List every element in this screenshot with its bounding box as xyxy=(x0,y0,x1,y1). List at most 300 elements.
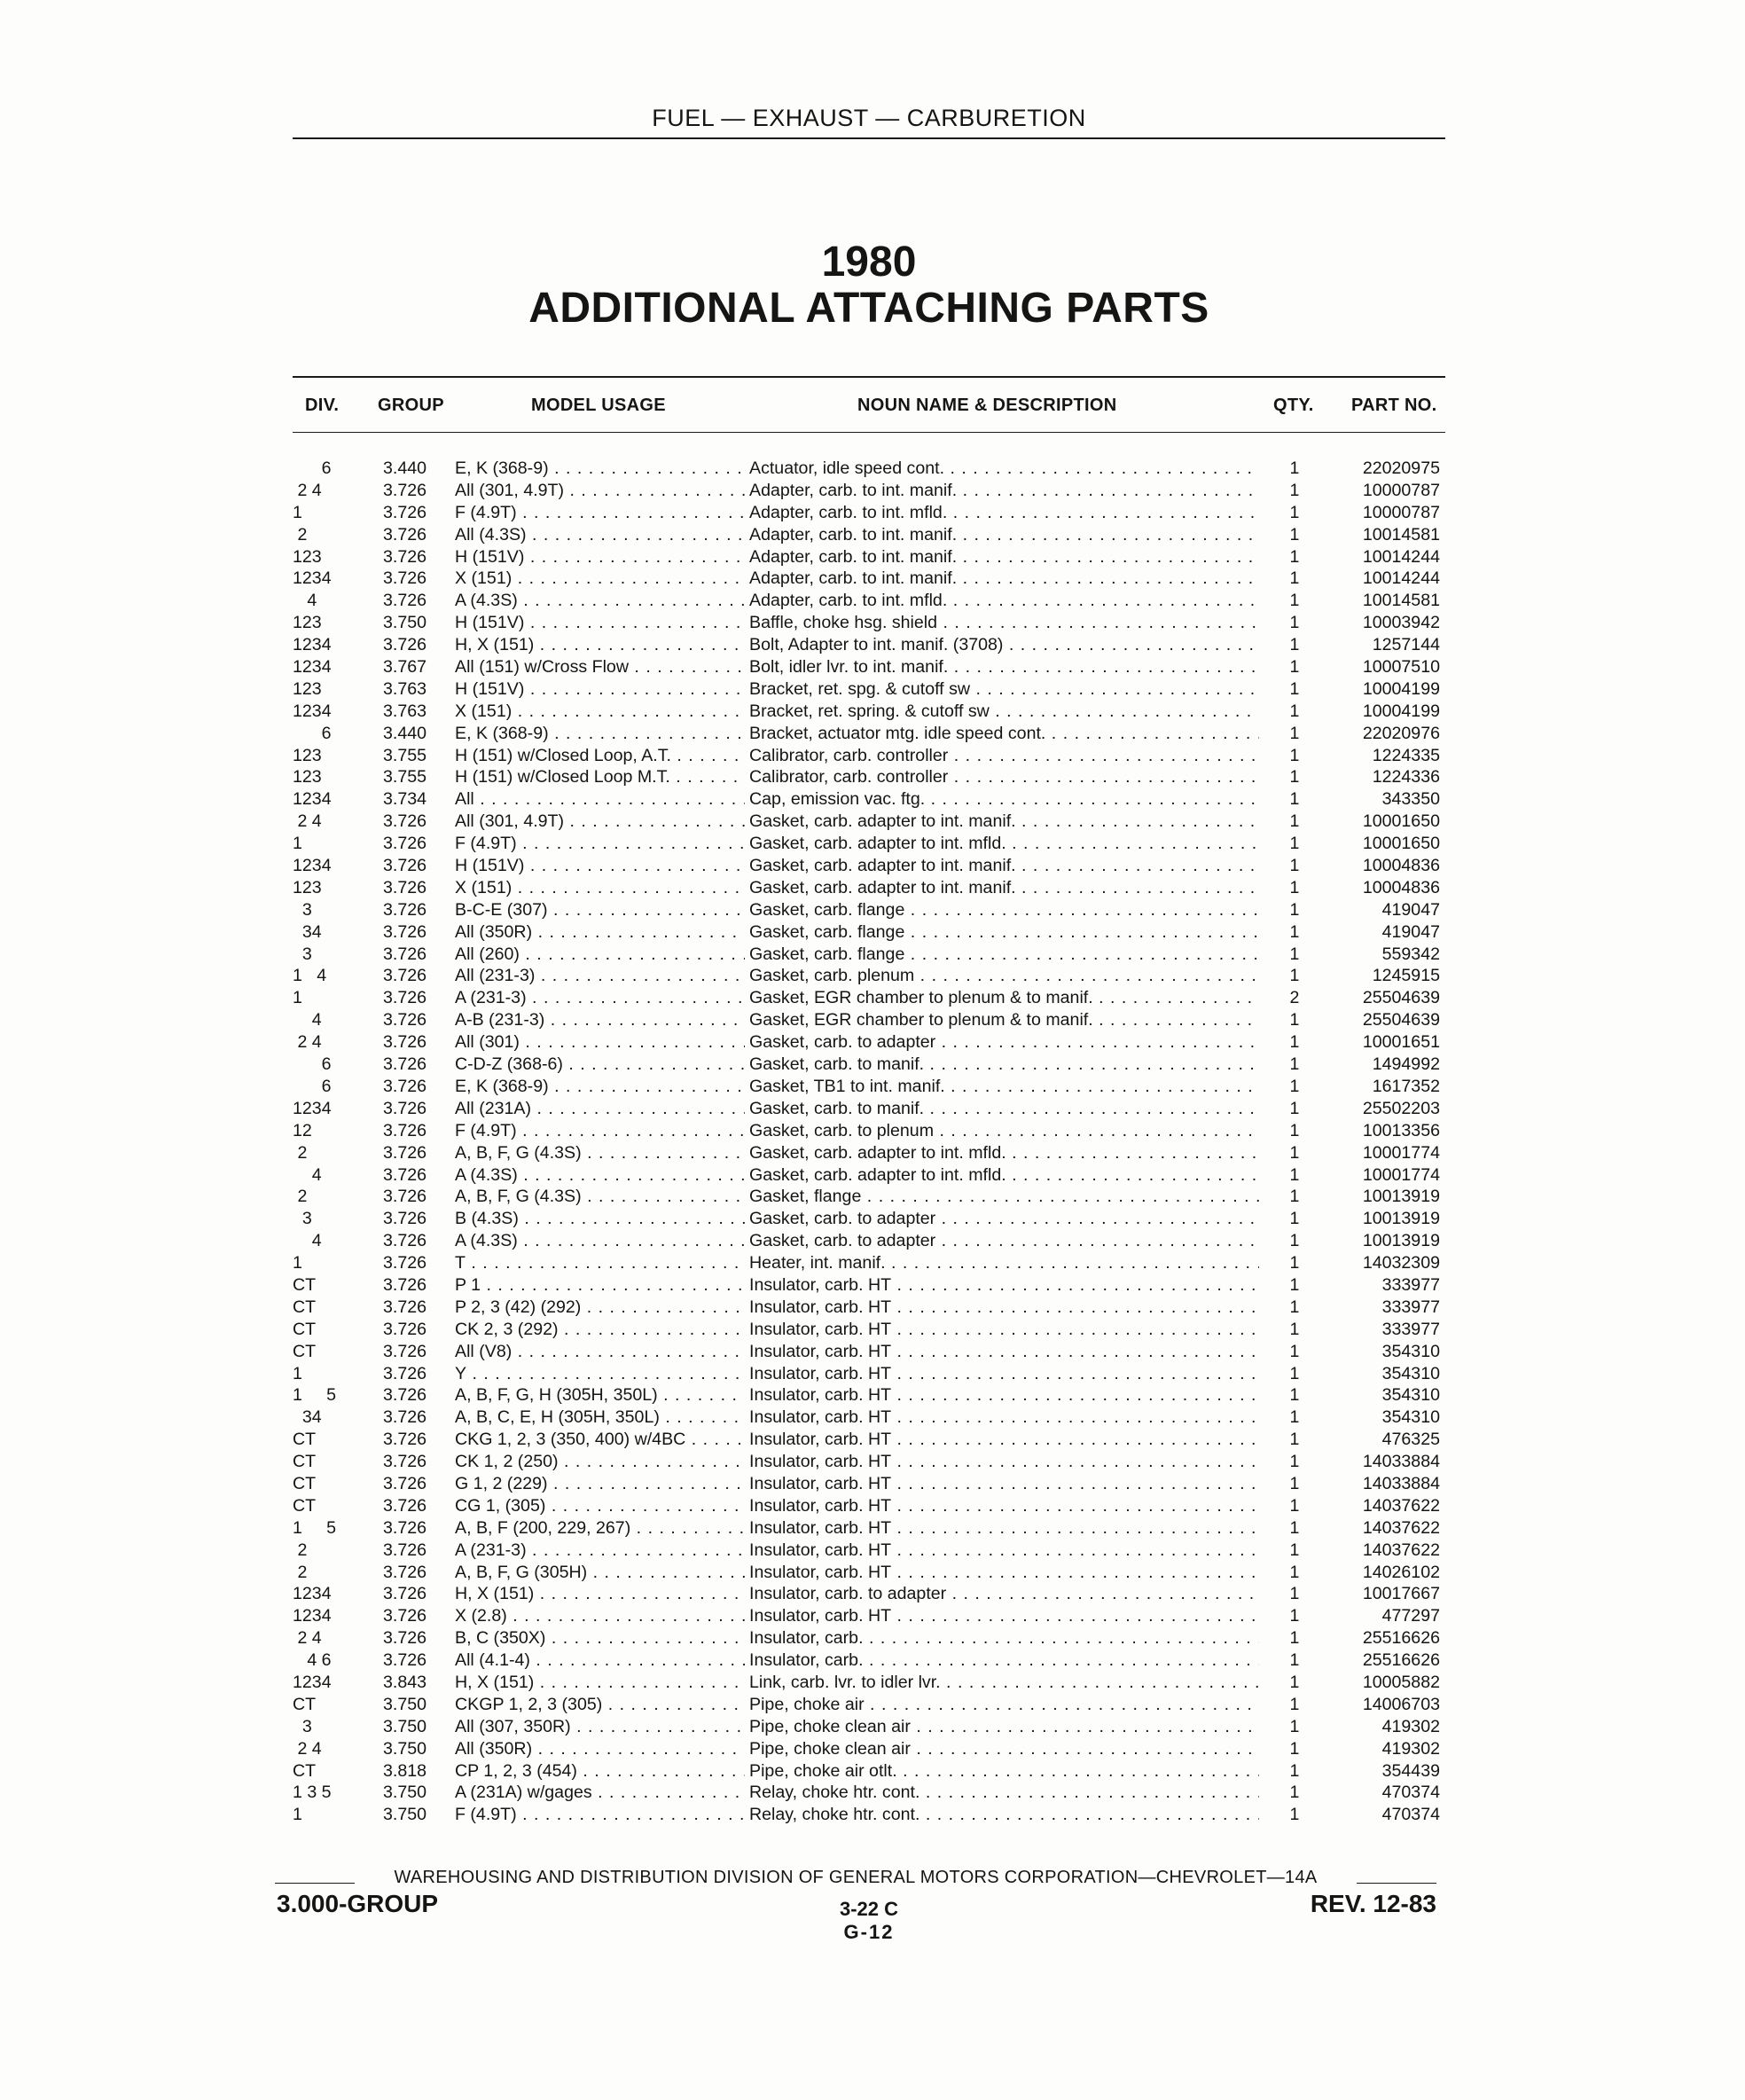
model-usage-cell-text: All (231A) . . . xyxy=(455,1099,745,1118)
table-row xyxy=(0,1120,1745,1142)
model-usage-cell xyxy=(455,612,745,634)
group-cell: 3.726 xyxy=(383,899,427,920)
noun-name-cell xyxy=(749,1230,1259,1252)
page-year: 1980 xyxy=(821,239,917,286)
part-no-cell: 419302 xyxy=(1381,1738,1440,1759)
model-usage-cell xyxy=(455,1186,745,1208)
qty-cell: 1 xyxy=(1289,1562,1300,1582)
div-cell: 34 xyxy=(293,1407,322,1428)
noun-name-cell xyxy=(749,766,1259,788)
col-header-part-no: PART NO. xyxy=(1351,396,1437,415)
part-no-cell: 470374 xyxy=(1381,1783,1440,1803)
part-no-cell: 10004836 xyxy=(1362,856,1440,876)
model-usage-cell-text: A, B, C, E, H (305H, 350L) . . . xyxy=(455,1407,745,1427)
group-cell: 3.726 xyxy=(383,1297,427,1317)
group-cell: 3.726 xyxy=(383,921,427,942)
part-no-cell: 10000787 xyxy=(1362,502,1440,522)
table-row xyxy=(0,1804,1745,1826)
noun-name-cell xyxy=(749,546,1259,568)
noun-name-cell xyxy=(749,1583,1259,1605)
noun-name-cell xyxy=(749,1319,1259,1341)
model-usage-cell xyxy=(455,1804,745,1826)
div-cell: 2 4 xyxy=(293,1628,322,1649)
model-usage-cell xyxy=(455,1694,745,1716)
noun-name-cell-text: Insulator, carb. HT . . . xyxy=(749,1385,1259,1405)
model-usage-cell-text: All (301, 4.9T) . . . xyxy=(455,811,745,831)
group-cell: 3.726 xyxy=(383,1562,427,1582)
qty-cell: 1 xyxy=(1289,1385,1300,1406)
noun-name-cell xyxy=(749,1407,1259,1429)
qty-cell: 1 xyxy=(1289,1253,1300,1273)
noun-name-cell-text: Insulator, carb. HT . . . xyxy=(749,1563,1259,1582)
qty-cell: 1 xyxy=(1289,856,1300,876)
table-row xyxy=(0,855,1745,877)
noun-name-cell xyxy=(749,1164,1259,1187)
table-row xyxy=(0,1208,1745,1230)
noun-name-cell xyxy=(749,1076,1259,1098)
noun-name-cell-text: Cap, emission vac. ftg. . . . xyxy=(749,789,1259,809)
noun-name-cell-text: Gasket, carb. flange . . . xyxy=(749,944,1259,964)
model-usage-cell xyxy=(455,1782,745,1804)
col-header-qty: QTY. xyxy=(1273,396,1314,415)
noun-name-cell-text: Gasket, carb. adapter to int. mfld. . . . xyxy=(749,834,1259,853)
div-cell: 3 xyxy=(293,1716,312,1736)
model-usage-cell-text: F (4.9T) . . . xyxy=(455,1121,745,1140)
div-cell: 3 xyxy=(293,899,312,920)
noun-name-cell-text: Bracket, ret. spg. & cutoff sw . . . xyxy=(749,679,1259,699)
model-usage-cell xyxy=(455,1076,745,1098)
qty-cell: 1 xyxy=(1289,1319,1300,1339)
part-no-cell: 10005882 xyxy=(1362,1672,1440,1692)
noun-name-cell-text: Gasket, carb. to manif. . . . xyxy=(749,1054,1259,1074)
model-usage-cell xyxy=(455,1451,745,1473)
table-row xyxy=(0,1782,1745,1804)
noun-name-cell xyxy=(749,1142,1259,1164)
model-usage-cell xyxy=(455,590,745,612)
model-usage-cell-text: CK 1, 2 (250) . . . xyxy=(455,1452,745,1471)
qty-cell: 1 xyxy=(1289,1606,1300,1626)
group-cell: 3.726 xyxy=(383,988,427,1008)
part-no-cell: 1224336 xyxy=(1372,767,1440,788)
part-no-cell: 10001774 xyxy=(1362,1164,1440,1185)
group-cell: 3.726 xyxy=(383,1231,427,1251)
model-usage-cell-text: All (307, 350R) . . . xyxy=(455,1717,745,1736)
div-cell: 6 xyxy=(293,1054,332,1075)
qty-cell: 1 xyxy=(1289,1738,1300,1759)
part-no-cell: 14033884 xyxy=(1362,1452,1440,1472)
qty-cell: 1 xyxy=(1289,1716,1300,1736)
model-usage-cell-text: P 2, 3 (42) (292) . . . xyxy=(455,1297,745,1317)
group-cell: 3.726 xyxy=(383,1010,427,1030)
model-usage-cell-text: A (4.3S) . . . xyxy=(455,591,745,610)
div-cell: 1 3 5 xyxy=(293,1783,332,1803)
noun-name-cell-text: Adapter, carb. to int. manif. . . . xyxy=(749,525,1259,545)
model-usage-cell-text: C-D-Z (368-6) . . . xyxy=(455,1054,745,1074)
part-no-cell: 10001774 xyxy=(1362,1142,1440,1163)
noun-name-cell-text: Gasket, carb. to adapter . . . xyxy=(749,1231,1259,1250)
part-no-cell: 354310 xyxy=(1381,1407,1440,1428)
group-cell: 3.440 xyxy=(383,723,427,743)
group-cell: 3.726 xyxy=(383,1584,427,1604)
table-row xyxy=(0,568,1745,590)
col-header-div: DIV. xyxy=(305,396,340,415)
noun-name-cell xyxy=(749,612,1259,634)
part-no-cell: 25504639 xyxy=(1362,988,1440,1008)
model-usage-cell-text: H, X (151) . . . xyxy=(455,1584,745,1603)
div-cell: 1 xyxy=(293,1805,302,1825)
div-cell: 1234 xyxy=(293,1606,332,1626)
noun-name-cell xyxy=(749,1716,1259,1738)
part-no-cell: 10014244 xyxy=(1362,546,1440,567)
model-usage-cell-text: CKGP 1, 2, 3 (305) . . . xyxy=(455,1695,745,1714)
model-usage-cell-text: X (151) . . . xyxy=(455,701,745,721)
qty-cell: 1 xyxy=(1289,877,1300,897)
div-cell: CT xyxy=(293,1452,317,1472)
div-cell: 12 xyxy=(293,1120,312,1140)
div-cell: CT xyxy=(293,1495,317,1516)
noun-name-cell-text: Insulator, carb. HT . . . xyxy=(749,1540,1259,1560)
qty-cell: 1 xyxy=(1289,1120,1300,1140)
noun-name-cell xyxy=(749,1009,1259,1031)
table-row xyxy=(0,1098,1745,1120)
div-cell: 4 xyxy=(293,1231,322,1251)
noun-name-cell xyxy=(749,987,1259,1009)
part-no-cell: 14033884 xyxy=(1362,1473,1440,1493)
table-row xyxy=(0,1672,1745,1694)
model-usage-cell-text: All (231-3) . . . xyxy=(455,966,745,985)
noun-name-cell-text: Insulator, carb. HT . . . xyxy=(749,1407,1259,1427)
qty-cell: 1 xyxy=(1289,480,1300,500)
table-row xyxy=(0,1142,1745,1164)
div-cell: CT xyxy=(293,1760,317,1781)
model-usage-cell-text: A, B, F, G (305H) . . . xyxy=(455,1563,745,1582)
qty-cell: 1 xyxy=(1289,1187,1300,1207)
model-usage-cell-text: CP 1, 2, 3 (454) . . . xyxy=(455,1761,745,1781)
top-rule xyxy=(293,137,1445,139)
group-cell: 3.726 xyxy=(383,1187,427,1207)
model-usage-cell-text: F (4.9T) . . . xyxy=(455,503,745,522)
noun-name-cell xyxy=(749,1495,1259,1517)
model-usage-cell xyxy=(455,1495,745,1517)
div-cell: 2 xyxy=(293,1562,308,1582)
part-no-cell: 25516626 xyxy=(1362,1628,1440,1649)
noun-name-cell-text: Insulator, carb. HT . . . xyxy=(749,1275,1259,1295)
model-usage-cell-text: H (151V) . . . xyxy=(455,613,745,632)
model-usage-cell-text: F (4.9T) . . . xyxy=(455,834,745,853)
group-cell: 3.726 xyxy=(383,1120,427,1140)
table-row xyxy=(0,1031,1745,1054)
part-no-cell: 1224335 xyxy=(1372,745,1440,765)
model-usage-cell-text: All (4.1-4) . . . xyxy=(455,1650,745,1670)
model-usage-cell-text: B-C-E (307) . . . xyxy=(455,900,745,920)
group-cell: 3.750 xyxy=(383,1738,427,1759)
model-usage-cell xyxy=(455,480,745,502)
table-row xyxy=(0,1274,1745,1297)
div-cell: 1 xyxy=(293,1253,302,1273)
table-row xyxy=(0,965,1745,987)
div-cell: 2 4 xyxy=(293,1032,322,1053)
part-no-cell: 10017667 xyxy=(1362,1584,1440,1604)
table-row xyxy=(0,1451,1745,1473)
div-cell: CT xyxy=(293,1430,317,1450)
model-usage-cell-text: All (350R) . . . xyxy=(455,922,745,942)
qty-cell: 1 xyxy=(1289,1274,1300,1295)
part-no-cell: 477297 xyxy=(1381,1606,1440,1626)
group-cell: 3.726 xyxy=(383,1253,427,1273)
div-cell: CT xyxy=(293,1341,317,1361)
footer-page-number: 3-22 C xyxy=(839,1898,899,1920)
table-row xyxy=(0,524,1745,546)
group-cell: 3.726 xyxy=(383,1452,427,1472)
page-title: ADDITIONAL ATTACHING PARTS xyxy=(528,285,1209,332)
model-usage-cell-text: P 1 . . . xyxy=(455,1275,745,1295)
model-usage-cell-text: A (4.3S) . . . xyxy=(455,1231,745,1250)
table-row xyxy=(0,1230,1745,1252)
table-header-rule xyxy=(293,432,1445,433)
noun-name-cell-text: Bracket, ret. spring. & cutoff sw . . . xyxy=(749,701,1259,721)
qty-cell: 2 xyxy=(1289,988,1300,1008)
qty-cell: 1 xyxy=(1289,1628,1300,1649)
part-no-cell: 10013919 xyxy=(1362,1231,1440,1251)
model-usage-cell xyxy=(455,1009,745,1031)
table-row xyxy=(0,1495,1745,1517)
model-usage-cell xyxy=(455,1297,745,1319)
model-usage-cell-text: B (4.3S) . . . xyxy=(455,1209,745,1228)
model-usage-cell xyxy=(455,1164,745,1187)
part-no-cell: 14037622 xyxy=(1362,1495,1440,1516)
group-cell: 3.726 xyxy=(383,546,427,567)
qty-cell: 1 xyxy=(1289,1672,1300,1692)
footer-page-code: G-12 xyxy=(843,1921,895,1943)
part-no-cell: 333977 xyxy=(1381,1274,1440,1295)
table-row xyxy=(0,723,1745,745)
part-no-cell: 354439 xyxy=(1381,1760,1440,1781)
qty-cell: 1 xyxy=(1289,1783,1300,1803)
noun-name-cell-text: Gasket, carb. to manif. . . . xyxy=(749,1099,1259,1118)
noun-name-cell xyxy=(749,1341,1259,1363)
noun-name-cell-text: Bolt, idler lvr. to int. manif. . . . xyxy=(749,657,1259,677)
running-head: FUEL — EXHAUST — CARBURETION xyxy=(652,105,1086,131)
noun-name-cell-text: Pipe, choke clean air . . . xyxy=(749,1739,1259,1759)
noun-name-cell-text: Gasket, carb. plenum . . . xyxy=(749,966,1259,985)
div-cell: 3 xyxy=(293,1209,312,1229)
model-usage-cell xyxy=(455,656,745,678)
table-row xyxy=(0,1605,1745,1627)
noun-name-cell-text: Baffle, choke hsg. shield . . . xyxy=(749,613,1259,632)
div-cell: 4 xyxy=(293,591,317,611)
qty-cell: 1 xyxy=(1289,1142,1300,1163)
model-usage-cell xyxy=(455,1054,745,1076)
footer-rule-left xyxy=(275,1883,355,1884)
noun-name-cell-text: Gasket, carb. adapter to int. manif. . . . xyxy=(749,811,1259,831)
table-row xyxy=(0,502,1745,524)
group-cell: 3.726 xyxy=(383,1385,427,1406)
noun-name-cell xyxy=(749,877,1259,899)
part-no-cell: 333977 xyxy=(1381,1319,1440,1339)
group-cell: 3.750 xyxy=(383,1783,427,1803)
group-cell: 3.726 xyxy=(383,1142,427,1163)
table-row xyxy=(0,944,1745,966)
model-usage-cell xyxy=(455,568,745,590)
noun-name-cell xyxy=(749,1540,1259,1562)
table-row xyxy=(0,1164,1745,1187)
div-cell: 1 4 xyxy=(293,966,327,986)
footer-rule-right xyxy=(1357,1883,1436,1884)
group-cell: 3.726 xyxy=(383,1209,427,1229)
noun-name-cell xyxy=(749,1760,1259,1783)
table-row xyxy=(0,656,1745,678)
model-usage-cell-text: H (151) w/Closed Loop M.T. . . . xyxy=(455,767,745,787)
table-row xyxy=(0,1297,1745,1319)
model-usage-cell-text: Y . . . xyxy=(455,1364,745,1383)
part-no-cell: 10014581 xyxy=(1362,524,1440,545)
model-usage-cell xyxy=(455,1627,745,1649)
noun-name-cell-text: Pipe, choke clean air . . . xyxy=(749,1717,1259,1736)
table-row xyxy=(0,811,1745,833)
div-cell: 3 xyxy=(293,944,312,964)
model-usage-cell xyxy=(455,811,745,833)
div-cell: 4 6 xyxy=(293,1650,332,1671)
part-no-cell: 333977 xyxy=(1381,1297,1440,1317)
model-usage-cell xyxy=(455,1274,745,1297)
qty-cell: 1 xyxy=(1289,1010,1300,1030)
noun-name-cell xyxy=(749,745,1259,767)
noun-name-cell-text: Insulator, carb. HT . . . xyxy=(749,1342,1259,1361)
table-row xyxy=(0,1186,1745,1208)
table-row xyxy=(0,788,1745,811)
model-usage-cell xyxy=(455,678,745,701)
model-usage-cell xyxy=(455,1583,745,1605)
part-no-cell: 559342 xyxy=(1381,944,1440,964)
div-cell: 123 xyxy=(293,745,322,765)
noun-name-cell-text: Adapter, carb. to int. manif. . . . xyxy=(749,547,1259,567)
part-no-cell: 10004836 xyxy=(1362,877,1440,897)
model-usage-cell xyxy=(455,1672,745,1694)
model-usage-cell xyxy=(455,1760,745,1783)
part-no-cell: 354310 xyxy=(1381,1363,1440,1383)
model-usage-cell-text: H (151V) . . . xyxy=(455,547,745,567)
model-usage-cell xyxy=(455,965,745,987)
qty-cell: 1 xyxy=(1289,613,1300,633)
model-usage-cell xyxy=(455,458,745,480)
noun-name-cell-text: Gasket, carb. flange . . . xyxy=(749,922,1259,942)
noun-name-cell-text: Insulator, carb. to adapter . . . xyxy=(749,1584,1259,1603)
model-usage-cell xyxy=(455,546,745,568)
table-row xyxy=(0,899,1745,921)
noun-name-cell xyxy=(749,656,1259,678)
part-no-cell: 14026102 xyxy=(1362,1562,1440,1582)
model-usage-cell xyxy=(455,1738,745,1760)
noun-name-cell-text: Gasket, TB1 to int. manif. . . . xyxy=(749,1077,1259,1096)
noun-name-cell xyxy=(749,568,1259,590)
model-usage-cell-text: All (350R) . . . xyxy=(455,1739,745,1759)
div-cell: 2 xyxy=(293,1540,308,1560)
col-header-noun-name: NOUN NAME & DESCRIPTION xyxy=(857,396,1117,415)
noun-name-cell-text: Relay, choke htr. cont. . . . xyxy=(749,1783,1259,1802)
part-no-cell: 1245915 xyxy=(1372,966,1440,986)
qty-cell: 1 xyxy=(1289,1341,1300,1361)
noun-name-cell xyxy=(749,1054,1259,1076)
model-usage-cell xyxy=(455,1605,745,1627)
table-row xyxy=(0,678,1745,701)
table-row xyxy=(0,1384,1745,1407)
model-usage-cell-text: H, X (151) . . . xyxy=(455,1673,745,1692)
div-cell: 1234 xyxy=(293,701,332,721)
qty-cell: 1 xyxy=(1289,1164,1300,1185)
table-row xyxy=(0,1716,1745,1738)
part-no-cell: 1617352 xyxy=(1372,1076,1440,1096)
qty-cell: 1 xyxy=(1289,591,1300,611)
qty-cell: 1 xyxy=(1289,966,1300,986)
group-cell: 3.763 xyxy=(383,701,427,721)
col-header-model-usage: MODEL USAGE xyxy=(531,396,666,415)
noun-name-cell xyxy=(749,678,1259,701)
div-cell: 1234 xyxy=(293,1672,332,1692)
group-cell: 3.750 xyxy=(383,1694,427,1714)
qty-cell: 1 xyxy=(1289,546,1300,567)
div-cell: 2 4 xyxy=(293,480,322,500)
model-usage-cell-text: G 1, 2 (229) . . . xyxy=(455,1474,745,1493)
table-row xyxy=(0,1540,1745,1562)
footer-revision: REV. 12-83 xyxy=(1310,1890,1436,1917)
noun-name-cell-text: Insulator, carb. HT . . . xyxy=(749,1320,1259,1339)
group-cell: 3.750 xyxy=(383,1805,427,1825)
model-usage-cell-text: H (151) w/Closed Loop, A.T. . . . xyxy=(455,746,745,765)
group-cell: 3.726 xyxy=(383,1650,427,1671)
group-cell: 3.726 xyxy=(383,811,427,832)
table-row xyxy=(0,921,1745,944)
qty-cell: 1 xyxy=(1289,1540,1300,1560)
part-no-cell: 10003942 xyxy=(1362,613,1440,633)
group-cell: 3.726 xyxy=(383,944,427,964)
div-cell: 123 xyxy=(293,877,322,897)
qty-cell: 1 xyxy=(1289,1473,1300,1493)
noun-name-cell xyxy=(749,1672,1259,1694)
table-row xyxy=(0,480,1745,502)
div-cell: 6 xyxy=(293,458,332,478)
footer-group: 3.000-GROUP xyxy=(277,1890,439,1917)
table-row xyxy=(0,1407,1745,1429)
model-usage-cell-text: CK 2, 3 (292) . . . xyxy=(455,1320,745,1339)
table-row xyxy=(0,612,1745,634)
div-cell: 2 xyxy=(293,1142,308,1163)
noun-name-cell-text: Adapter, carb. to int. manif. . . . xyxy=(749,481,1259,500)
div-cell: CT xyxy=(293,1274,317,1295)
noun-name-cell-text: Gasket, flange . . . xyxy=(749,1187,1259,1206)
part-no-cell: 10000787 xyxy=(1362,480,1440,500)
qty-cell: 1 xyxy=(1289,1650,1300,1671)
noun-name-cell-text: Actuator, idle speed cont. . . . xyxy=(749,458,1259,478)
noun-name-cell-text: Heater, int. manif. . . . xyxy=(749,1253,1259,1273)
table-row xyxy=(0,1252,1745,1274)
group-cell: 3.726 xyxy=(383,1540,427,1560)
model-usage-cell xyxy=(455,1252,745,1274)
div-cell: CT xyxy=(293,1694,317,1714)
group-cell: 3.726 xyxy=(383,524,427,545)
noun-name-cell xyxy=(749,458,1259,480)
model-usage-cell xyxy=(455,1384,745,1407)
noun-name-cell-text: Gasket, carb. to adapter . . . xyxy=(749,1209,1259,1228)
group-cell: 3.726 xyxy=(383,834,427,854)
noun-name-cell-text: Insulator, carb. HT . . . xyxy=(749,1452,1259,1471)
noun-name-cell xyxy=(749,524,1259,546)
group-cell: 3.726 xyxy=(383,635,427,655)
qty-cell: 1 xyxy=(1289,1694,1300,1714)
div-cell: 6 xyxy=(293,723,332,743)
model-usage-cell-text: All (301, 4.9T) . . . xyxy=(455,481,745,500)
table-row xyxy=(0,833,1745,855)
qty-cell: 1 xyxy=(1289,1760,1300,1781)
